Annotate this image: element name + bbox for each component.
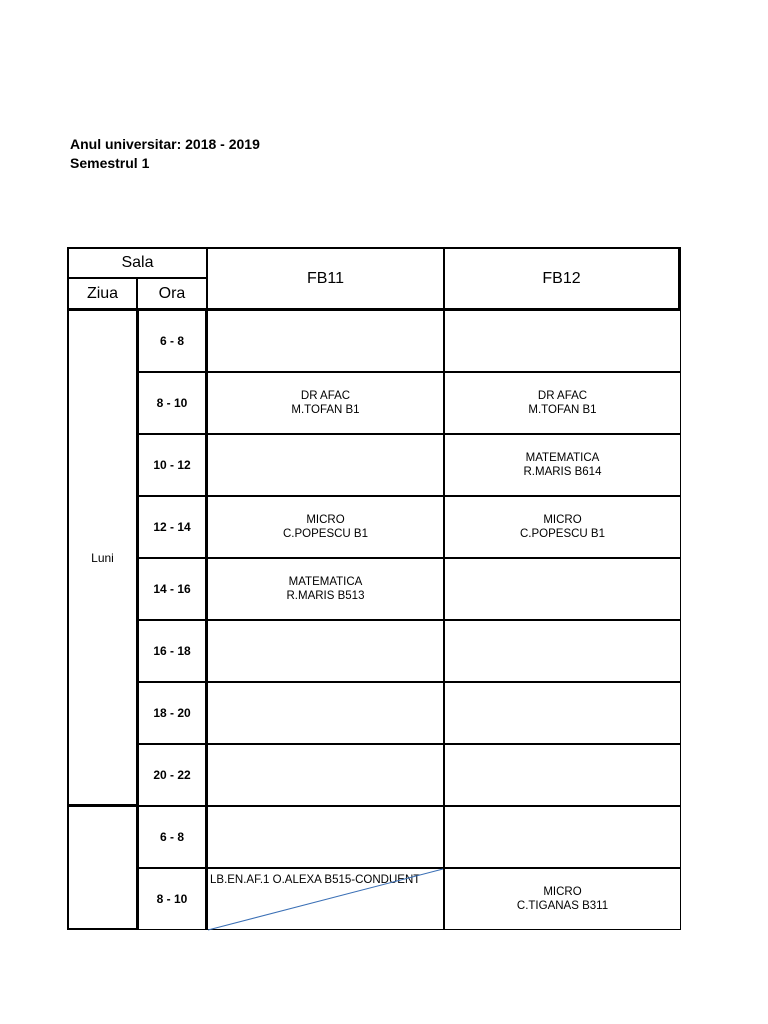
class-line: C.TIGANAS B311 xyxy=(516,900,609,912)
class-line: C.POPESCU B1 xyxy=(283,528,368,540)
day-label: Luni xyxy=(91,550,114,565)
class-line: MICRO xyxy=(543,886,582,898)
time-slot: 10 - 12 xyxy=(137,434,207,496)
group-header-fb11: FB11 xyxy=(207,247,444,310)
time-slot: 8 - 10 xyxy=(137,868,207,930)
split-cell-note: LB.EN.AF.1 O.ALEXA B515-CONDUENT xyxy=(210,874,421,886)
class-line: C.POPESCU B1 xyxy=(520,528,605,540)
class-line: DR AFAC xyxy=(300,390,351,402)
time-slot: 18 - 20 xyxy=(137,682,207,744)
class-line: R.MARIS B614 xyxy=(523,466,602,478)
class-line: MICRO xyxy=(543,514,582,526)
group-header-fb12: FB12 xyxy=(444,247,681,310)
class-line: M.TOFAN B1 xyxy=(528,404,597,416)
academic-year: Anul universitar: 2018 - 2019 xyxy=(70,136,260,152)
time-slot: 8 - 10 xyxy=(137,372,207,434)
time-slot: 20 - 22 xyxy=(137,744,207,806)
semester: Semestrul 1 xyxy=(70,155,150,171)
sala-header: Sala xyxy=(67,247,207,278)
class-line: R.MARIS B513 xyxy=(286,590,365,602)
time-slot: 14 - 16 xyxy=(137,558,207,620)
ora-header: Ora xyxy=(137,278,207,310)
time-slot: 6 - 8 xyxy=(137,310,207,372)
time-slot: 6 - 8 xyxy=(137,806,207,868)
time-slot: 16 - 18 xyxy=(137,620,207,682)
class-line: MATEMATICA xyxy=(525,452,600,464)
time-slot: 12 - 14 xyxy=(137,496,207,558)
class-line: MATEMATICA xyxy=(288,576,363,588)
ziua-header: Ziua xyxy=(67,278,137,310)
class-line: MICRO xyxy=(306,514,345,526)
class-line: M.TOFAN B1 xyxy=(291,404,360,416)
class-line: DR AFAC xyxy=(537,390,588,402)
